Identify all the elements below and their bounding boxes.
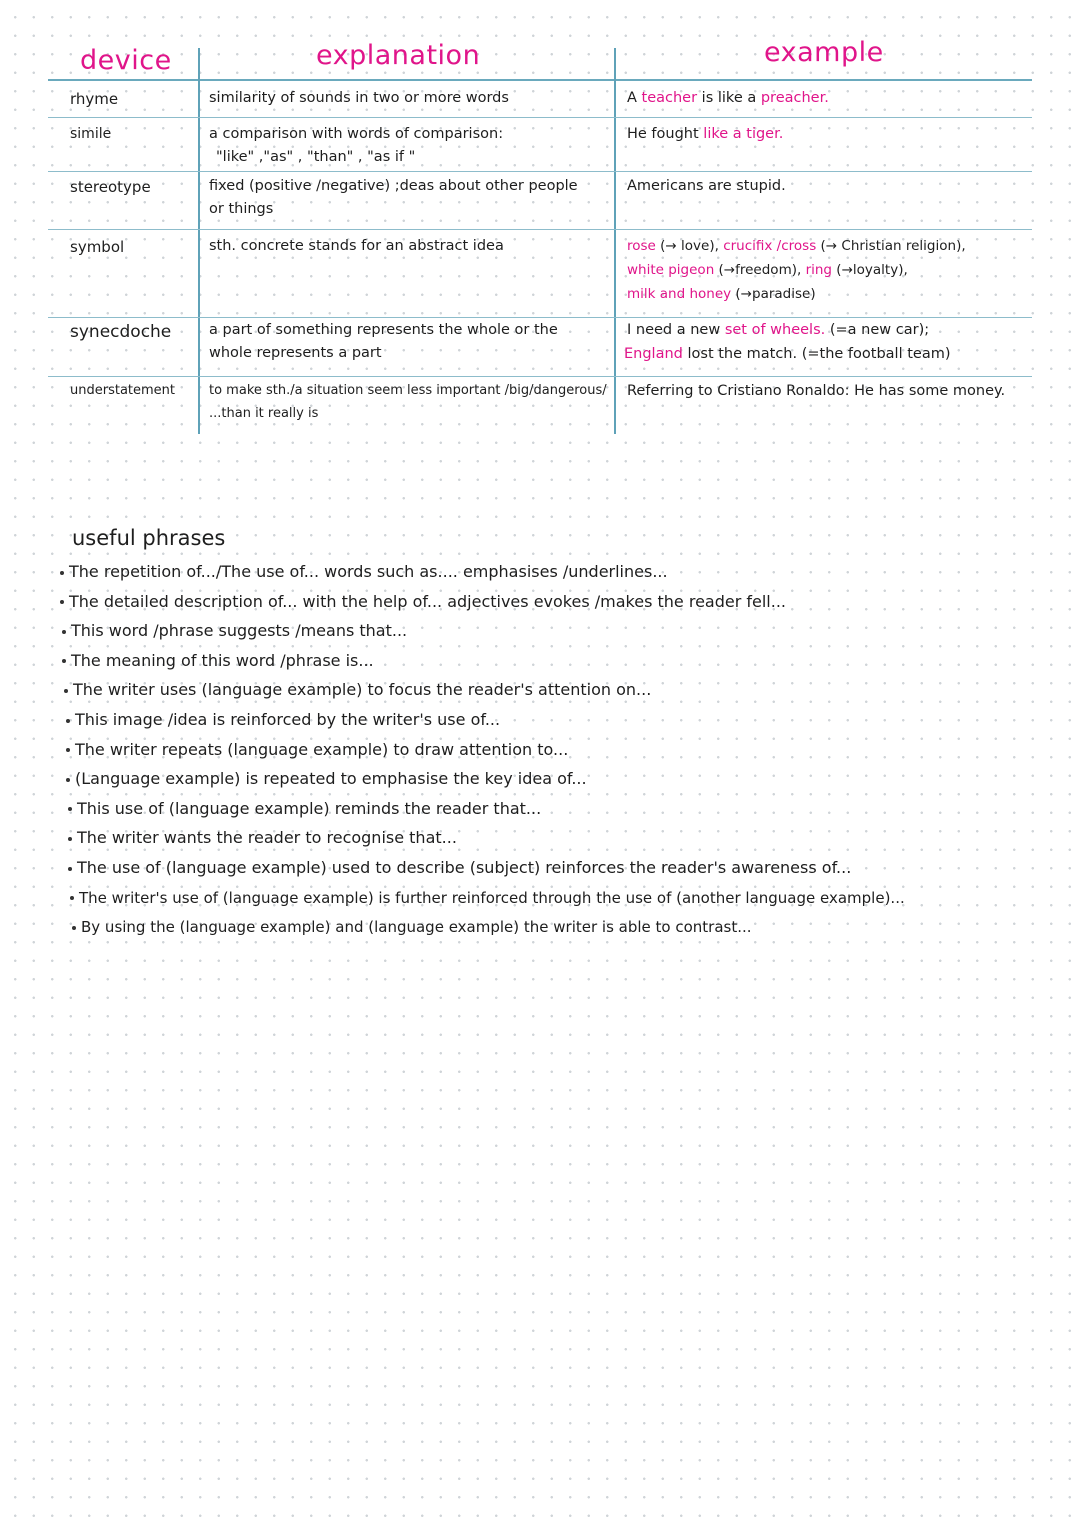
- example-text: [627, 262, 908, 278]
- phrase-item: [68, 858, 851, 877]
- device-stereotype: stereotype: [70, 178, 151, 196]
- example-text: [627, 90, 829, 106]
- explanation-text: "like" ,"as" , "than" , "as if ": [216, 149, 416, 165]
- header-device: device: [80, 45, 172, 76]
- phrase-text: The writer wants the reader to recognise that...: [77, 828, 457, 848]
- phrases-title: useful phrases: [72, 526, 226, 550]
- bullet-icon: [60, 571, 64, 575]
- phrase-item: [60, 562, 668, 581]
- example-fragment: like a tiger.: [703, 126, 784, 142]
- header-rule: [48, 79, 1032, 81]
- example-text: [627, 286, 816, 302]
- example-fragment: teacher: [641, 90, 698, 106]
- phrase-text: The meaning of this word /phrase is...: [71, 650, 374, 670]
- example-fragment: Referring to Cristiano Ronaldo: He has some money.: [627, 383, 1006, 399]
- bullet-icon: [64, 689, 68, 693]
- example-text: [627, 322, 929, 338]
- example-text: [627, 126, 783, 142]
- example-text: [627, 383, 1005, 399]
- row-rule: [48, 376, 1032, 377]
- example-fragment: (→freedom),: [714, 262, 806, 278]
- example-fragment: crucifix /cross: [723, 238, 817, 254]
- example-fragment: England: [624, 346, 683, 362]
- bullet-icon: [62, 630, 66, 634]
- phrase-text: The writer's use of (language example) is further reinforced through the use of (another language example)...: [79, 888, 905, 907]
- bullet-icon: [68, 807, 72, 811]
- phrase-text: This word /phrase suggests /means that...: [71, 621, 408, 641]
- example-fragment: lost the match. (=the football team): [682, 346, 951, 362]
- example-fragment: He fought: [627, 126, 704, 142]
- phrase-text: (Language example) is repeated to emphasise the key idea of...: [75, 769, 587, 789]
- example-fragment: (=a new car);: [825, 322, 930, 338]
- example-fragment: ring: [805, 262, 833, 278]
- example-text: [627, 178, 786, 194]
- example-text: [627, 238, 966, 254]
- phrase-item: [62, 621, 407, 640]
- phrase-text: The use of (language example) used to describe (subject) reinforces the reader's awareness of...: [77, 858, 852, 877]
- example-fragment: I need a new: [627, 322, 725, 338]
- bullet-icon: [68, 837, 72, 841]
- phrase-item: [60, 592, 786, 611]
- example-text: [624, 346, 951, 362]
- phrase-item: [68, 799, 541, 818]
- example-fragment: milk and honey: [627, 286, 732, 302]
- device-rhyme: rhyme: [70, 90, 119, 108]
- device-simile: simile: [70, 126, 112, 142]
- header-example: example: [764, 37, 884, 68]
- row-rule: [48, 317, 1032, 318]
- phrase-text: The writer repeats (language example) to draw attention to...: [75, 739, 569, 759]
- bullet-icon: [70, 896, 74, 900]
- device-synecdoche: synecdoche: [70, 322, 172, 342]
- example-fragment: (→ love),: [655, 238, 724, 254]
- explanation-text: a comparison with words of comparison:: [209, 126, 504, 142]
- bullet-icon: [66, 748, 70, 752]
- phrase-item: [68, 828, 457, 847]
- phrase-item: [66, 769, 587, 788]
- explanation-text: sth. concrete stands for an abstract idea: [209, 238, 504, 254]
- explanation-text: similarity of sounds in two or more words: [209, 90, 509, 106]
- phrase-item: [64, 680, 651, 699]
- example-fragment: (→ Christian religion),: [816, 238, 966, 254]
- bullet-icon: [72, 926, 76, 930]
- bullet-icon: [66, 719, 70, 723]
- phrase-item: [72, 917, 752, 936]
- example-fragment: rose: [627, 238, 656, 254]
- row-rule: [48, 229, 1032, 230]
- explanation-text: to make sth./a situation seem less important /big/dangerous/: [209, 383, 607, 398]
- phrase-item: [70, 888, 905, 907]
- example-fragment: preacher.: [760, 90, 829, 106]
- bullet-icon: [68, 867, 72, 871]
- explanation-text: a part of something represents the whole or the: [209, 322, 558, 338]
- example-fragment: (→paradise): [731, 286, 816, 302]
- phrase-text: The detailed description of... with the help of... adjectives evokes /makes the reader fell...: [69, 591, 787, 611]
- row-rule: [48, 117, 1032, 118]
- device-symbol: symbol: [70, 238, 125, 256]
- bullet-icon: [62, 659, 66, 663]
- explanation-text: fixed (positive /negative) ;deas about other people: [209, 178, 578, 194]
- explanation-text: whole represents a part: [209, 345, 382, 361]
- phrase-item: [66, 740, 568, 759]
- example-fragment: Americans are stupid.: [627, 178, 786, 194]
- explanation-text: ...than it really is: [209, 406, 319, 421]
- phrase-item: [62, 651, 374, 670]
- row-rule: [48, 171, 1032, 172]
- header-explanation: explanation: [316, 40, 481, 71]
- example-fragment: set of wheels.: [724, 322, 826, 338]
- phrase-item: [66, 710, 500, 729]
- phrase-text: This use of (language example) reminds the reader that...: [77, 798, 542, 818]
- device-understatement: understatement: [70, 383, 176, 398]
- phrase-text: This image /idea is reinforced by the writer's use of...: [75, 710, 501, 729]
- phrase-text: The repetition of.../The use of... words such as.... emphasises /underlines...: [69, 562, 668, 581]
- example-fragment: is like a: [697, 90, 761, 106]
- example-fragment: white pigeon: [627, 262, 715, 278]
- bullet-icon: [66, 778, 70, 782]
- example-fragment: A: [627, 90, 642, 106]
- bullet-icon: [60, 600, 64, 604]
- phrase-text: The writer uses (language example) to focus the reader's attention on...: [73, 680, 652, 700]
- explanation-text: or things: [209, 201, 274, 217]
- phrase-text: By using the (language example) and (language example) the writer is able to contrast...: [81, 918, 752, 937]
- example-fragment: (→loyalty),: [832, 262, 908, 278]
